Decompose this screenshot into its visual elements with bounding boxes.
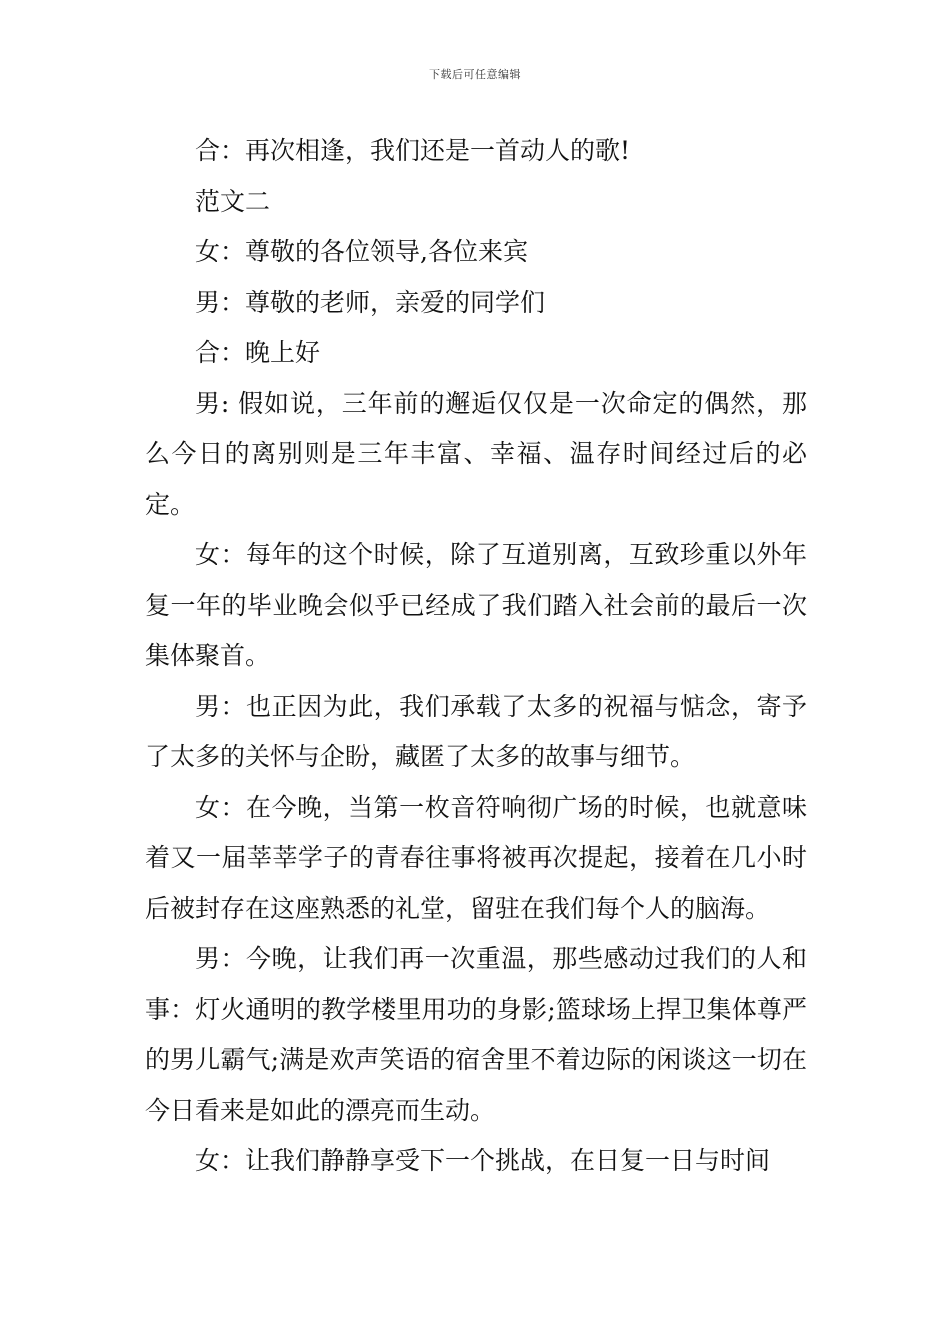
paragraph-male-2: 男：也正因为此，我们承载了太多的祝福与惦念，寄予了太多的关怀与企盼，藏匿了太多的故事与细节。 (145, 691, 807, 771)
paragraph-greeting-male: 男：尊敬的老师，亲爱的同学们 (195, 287, 546, 317)
paragraph-male-1: 男: 假如说，三年前的邂逅仅仅是一次命定的偶然，那么今日的离别则是三年丰富、幸福、温存时间经过后的必定。 (145, 388, 807, 519)
paragraph-section-title: 范文二 (195, 186, 271, 216)
paragraph-closing-line: 合：再次相逢，我们还是一首动人的歌! (195, 136, 631, 165)
paragraph-male-3: 男：今晚，让我们再一次重温，那些感动过我们的人和事：灯火通明的教学楼里用功的身影;篮球场上捍卫集体尊严的男儿霸气;满是欢声笑语的宿舍里不着边际的闲谈这一切在今日看来是如此的漂亮而生动。 (145, 944, 807, 1125)
paragraph-greeting-female: 女：尊敬的各位领导,各位来宾 (195, 237, 528, 266)
paragraph-female-2: 女：在今晚，当第一枚音符响彻广场的时候，也就意味着又一届莘莘学子的青春往事将被再次提起，接着在几小时后被封存在这座熟悉的礼堂，留驻在我们每个人的脑海。 (145, 792, 807, 923)
paragraph-female-3: 女：让我们静静享受下一个挑战，在日复一日与时间 (195, 1146, 771, 1175)
paragraph-female-1: 女：每年的这个时候，除了互道别离，互致珍重以外年复一年的毕业晚会似乎已经成了我们踏入社会前的最后一次集体聚首。 (145, 540, 807, 670)
page-header: 下载后可任意编辑 (429, 68, 521, 81)
document-body (145, 126, 807, 1187)
paragraph-greeting-together: 合：晚上好 (195, 338, 321, 367)
